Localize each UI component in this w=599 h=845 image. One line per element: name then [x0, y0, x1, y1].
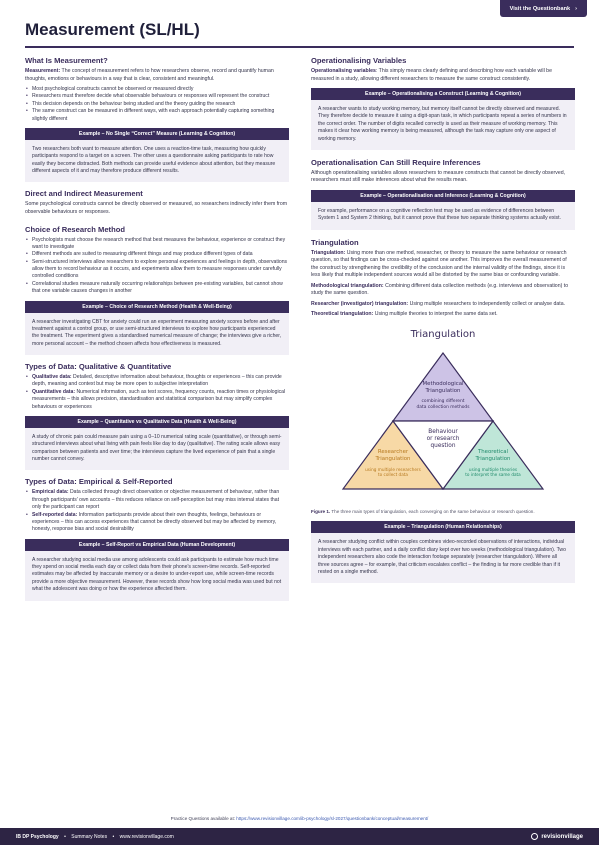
methodological-definition: Methodological triangulation: Combining different data collection methods (e.g. interviews and observation) to study the same question. [311, 282, 569, 297]
example-heading: Example – Triangulation (Human Relationships) [311, 521, 575, 533]
right-column [311, 56, 575, 590]
direct-indirect-heading: Direct and Indirect Measurement [25, 189, 143, 199]
example-box-operationalising [311, 88, 575, 150]
footer-left [16, 834, 174, 840]
example-body: A researcher wants to study working memory, but memory itself cannot be directly observed and measured. They therefore decide to measure it using a digit-span task, in which participants repeat a series of numbers in the correct order. The number of digits recalled correctly is used as their measure of working memory. This makes it clear how working memory is being measured, although the task may capture only one aspect of working memory. [318, 106, 567, 142]
choice-method-heading: Choice of Research Method [25, 224, 126, 234]
qual-quant-heading: Types of Data: Qualitative & Quantitative [25, 362, 172, 371]
example-heading: Example – Quantitative vs Qualitative Data (Health & Well-Being) [25, 416, 289, 428]
visit-questionbank-label: Visit the Questionbank [509, 5, 571, 12]
example-body: Two researchers both want to measure attention. One uses a reaction-time task, measuring how quickly participants respond to a target on a screen. The other uses a questionnaire asking participants to rate how easily they become distracted. Both methods can provide useful evidence about attention, but they measure different aspects of it and may therefore produce different results. [32, 145, 276, 175]
example-box-triangulation [311, 521, 575, 583]
practice-prefix: Practice Questions available at: [170, 816, 237, 821]
brand-logo-icon [531, 833, 538, 840]
footer [0, 828, 599, 845]
list-item: • Most psychological constructs cannot be observed or measured directly [25, 86, 289, 93]
empirical-selfreport-heading: Types of Data: Empirical & Self-Reported [25, 477, 173, 487]
list-item: • Semi-structured interviews allow researchers to explore personal experiences and feelings in depth, observations allow them to record behaviour as it occurs, and experiments allow them to measure responses under carefully controlled conditions [25, 259, 289, 281]
right-segment-name: Theoretical Triangulation [475, 449, 511, 462]
example-body: A researcher investigating CBT for anxiety could run an experiment measuring anxiety scores before and after treatment against a control group, or use semi-structured interviews to explore how participants experienced the treatment. The experiment gives a standardised numerical measure of change; the interviews give a richer, more personal account – the method chosen affects how effectiveness is measured. [32, 318, 282, 347]
example-body: For example, performance on a cognitive reflection test may be used as evidence of differences between System 1 and System 2 thinking, but it cannot prove that these two separate thinking systems actually exist. [318, 208, 561, 222]
right-segment-desc: using multiple theories to interpret the same data [465, 467, 521, 478]
brand-logo [531, 833, 583, 840]
footer-course: IB DP Psychology [16, 833, 59, 840]
triangle-svg [311, 325, 575, 505]
list-item: • Quantitative data: Numerical information, such as test scores, frequency counts, reaction times or physiological measurements – this allows precision, standardisation and statistical comparison but may simplify complex behaviours or experiences [25, 389, 289, 411]
example-box-inference [311, 190, 575, 230]
title-divider [25, 46, 574, 48]
direct-indirect-text: Some psychological constructs cannot be directly observed or measured, so researchers indirectly infer them from observable behaviours or responses. [25, 201, 288, 215]
operationalising-heading: Operationalising Variables [311, 56, 407, 65]
practice-questions-link[interactable]: https://www.revisionvillage.com/ib-psychology/sl-2027/questionbank/conceptual/measurement/ [236, 816, 429, 821]
left-segment-name: Researcher Triangulation [375, 449, 411, 462]
list-item: • Qualitative data: Detailed, descriptive information about behaviour, thoughts or experiences – this can provide depth, meaning and context but may be more open to subjective interpretation [25, 374, 289, 389]
top-segment-name: Methodological Triangulation [422, 381, 464, 394]
footer-separator: • [112, 833, 115, 840]
example-box-choice-method [25, 301, 289, 356]
left-segment-desc: using multiple researchers to collect data [365, 467, 421, 478]
what-is-measurement-heading: What Is Measurement? [25, 56, 108, 65]
diagram-title: Triangulation [410, 329, 476, 340]
inference-text: Although operationalising variables allows researchers to measure constructs that cannot be directly observed, researchers must still make inferences about what the results mean. [311, 169, 566, 184]
top-bar [0, 0, 599, 17]
example-box-quant-qual [25, 416, 289, 471]
example-heading: Example – Choice of Research Method (Health & Well-Being) [25, 301, 289, 313]
researcher-definition: Researcher (investigator) triangulation: Using multiple researchers to independently collect or analyse data. [311, 300, 566, 307]
figure-caption: Figure 1. The three main types of triangulation, each converging on the same behaviour or research question. [311, 509, 535, 514]
practice-questions-line [0, 816, 599, 821]
list-item: • Different methods are suited to measuring different things and may produce different types of data [25, 251, 289, 258]
list-item: • Psychologists must choose the research method that best measures the behaviour, experience or construct they want to investigate [25, 237, 289, 252]
example-box-no-single-measure [25, 128, 289, 183]
top-segment-desc: combining different data collection methods [416, 399, 470, 410]
qual-quant-bullets [25, 374, 289, 411]
footer-site-link[interactable]: www.revisionvillage.com [119, 833, 174, 840]
inference-heading: Operationalisation Can Still Require Inferences [311, 157, 481, 167]
operationalising-definition: Operationalising variables: This simply means clearly defining and describing how each variable will be measured in a study, allowing different researchers to measure the same construct consistently. [311, 68, 552, 82]
measurement-bullets [25, 86, 289, 123]
measurement-definition: Measurement: The concept of measurement refers to how researchers observe, record and quantify human thoughts, emotions or behaviours in a way that is clear, consistent and meaningful. [25, 68, 274, 82]
example-heading: Example – Operationalisation and Inference (Learning & Cognition) [311, 190, 575, 202]
list-item: • Empirical data: Data collected through direct observation or objective measurement of behaviour, rather than through participants' own accounts – this reduces reliance on self-perception but may miss internal states that only the participant can report [25, 489, 289, 511]
list-item: • Self-reported data: Information participants provide about their own thoughts, feelings, behaviours or experiences – this can access experiences that cannot be directly observed but may be affected by memory, honesty, response bias and social desirability [25, 512, 289, 534]
example-box-selfreport-empirical [25, 539, 289, 601]
center-segment-label: Behaviour or research question [426, 429, 460, 450]
example-heading: Example – Operationalising a Construct (Learning & Cognition) [311, 88, 575, 100]
triangulation-definition: Triangulation: Using more than one method, researcher, or theory to measure the same behaviour or research question, so that findings can be cross-checked against one another. This improves the overall measurement of the construct by strengthening the credibility of the conclusion and the internal validity of the findings, since it is less likely that multiple independent sources would all be distorted by the same bias or confounding variable. [311, 249, 567, 279]
example-body: A researcher studying social media use among adolescents could ask participants to estimate how much time they spend on social media each day or collect data from their phone's screen-time records. Self-reported estimates may be affected by inaccurate memory or a desire to under-report use, while screen-time records provide a more objective measurement. However, these records show how long social media was used but not what the adolescent was doing or how the experience affected them. [32, 556, 282, 593]
footer-separator: • [64, 833, 66, 840]
chevron-right-icon: › [575, 5, 577, 12]
list-item: • The same construct can be measured in different ways, with each approach potentially capturing something slightly different [25, 108, 289, 123]
list-item: • Correlational studies measure naturally occurring relationships between pre-existing variables, but cannot show that one variable causes changes in another [25, 281, 289, 296]
list-item: • This decision depends on the behaviour being studied and the theory guiding the research [25, 101, 289, 108]
footer-notes: Summary Notes [71, 833, 108, 840]
example-body: A researcher studying conflict within couples combines video-recorded observations of interactions, individual interviews with each partner, and a daily conflict diary kept over two weeks (methodological triangulation). Two independent researchers also code the interaction footage separately (researcher triangulation). Where all three sources agree – for example, that criticism escalates conflict – the finding is far more credible than if it rested on a single method. [318, 539, 566, 575]
empirical-selfreport-bullets [25, 489, 289, 533]
example-body: A study of chronic pain could measure pain using a 0–10 numerical rating scale (quantitative), or through semi-structured interviews about what living with pain feels like day to day (qualitative). The rating scale allows easy comparison between patients and over time; the interviews capture the lived experience of pain that a single number cannot convey. [32, 433, 282, 462]
list-item: • Researchers must therefore decide what observable behaviours or responses will represent the construct [25, 93, 289, 100]
brand-name: revisionvillage [541, 833, 583, 840]
choice-method-bullets [25, 237, 289, 296]
triangulation-diagram [311, 325, 575, 505]
page-title: Measurement (SL/HL) [25, 20, 200, 39]
triangulation-heading: Triangulation [311, 237, 359, 247]
theoretical-definition: Theoretical triangulation: Using multiple theories to interpret the same data set. [311, 311, 498, 318]
example-heading: Example – No Single “Correct” Measure (Learning & Cognition) [25, 128, 289, 140]
example-heading: Example – Self-Report vs Empirical Data (Human Development) [25, 539, 289, 551]
left-column [25, 56, 289, 608]
visit-questionbank-button[interactable] [500, 0, 587, 17]
